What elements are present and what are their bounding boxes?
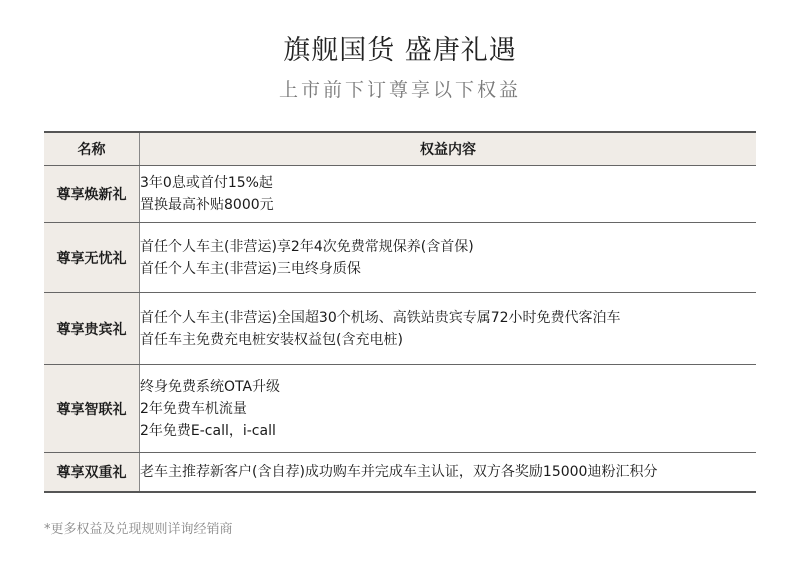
footnote: *更多权益及兑现规则详询经销商 xyxy=(44,522,233,537)
table-row xyxy=(44,293,756,365)
page-title: 旗舰国货 盛唐礼遇 xyxy=(283,35,517,66)
benefit-name: 尊享智联礼 xyxy=(44,365,140,453)
table-row xyxy=(44,166,756,223)
benefit-line: 置换最高补贴8000元 xyxy=(140,197,274,213)
benefit-name: 尊享焕新礼 xyxy=(44,166,140,223)
benefit-line: 首任个人车主(非营运)全国超30个机场、高铁站贵宾专属72小时免费代客泊车 xyxy=(140,309,621,326)
benefit-content xyxy=(140,293,757,365)
benefit-content xyxy=(140,166,757,223)
table-header-row xyxy=(44,132,756,166)
page-subtitle: 上市前下订尊享以下权益 xyxy=(278,79,521,101)
table-row xyxy=(44,453,756,492)
benefit-line: 首任个人车主(非营运)享2年4次免费常规保养(含首保) xyxy=(140,238,474,255)
benefit-line: 首任车主免费充电桩安装权益包(含充电桩) xyxy=(140,331,403,348)
benefit-line: 终身免费系统OTA升级 xyxy=(140,378,281,395)
column-header-content: 权益内容 xyxy=(140,132,757,166)
benefits-table xyxy=(44,131,756,493)
benefit-name: 尊享无忧礼 xyxy=(44,223,140,293)
benefit-line: 3年0息或首付15%起 xyxy=(140,175,273,191)
benefit-name: 尊享双重礼 xyxy=(44,453,140,492)
benefit-line: 2年免费车机流量 xyxy=(140,400,247,417)
benefit-line: 首任个人车主(非营运)三电终身质保 xyxy=(140,260,361,277)
benefit-content xyxy=(140,223,757,293)
benefit-content xyxy=(140,453,757,492)
table-row xyxy=(44,365,756,453)
benefit-content xyxy=(140,365,757,453)
table-row xyxy=(44,223,756,293)
benefit-line: 老车主推荐新客户(含自荐)成功购车并完成车主认证，双方各奖励15000迪粉汇积分 xyxy=(140,463,658,480)
benefit-line: 2年免费E-call，i-call xyxy=(140,422,276,439)
benefit-name: 尊享贵宾礼 xyxy=(44,293,140,365)
column-header-name: 名称 xyxy=(44,132,140,166)
